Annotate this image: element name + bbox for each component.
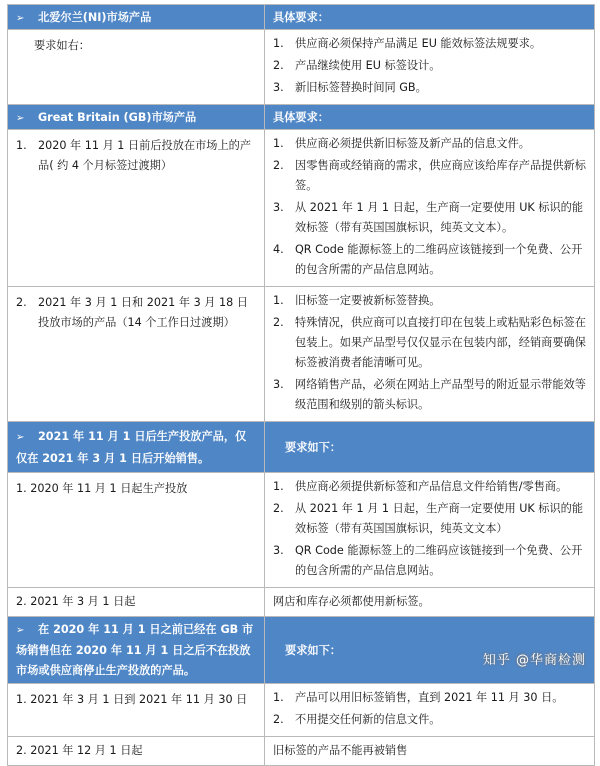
- section-subtitle: 具体要求：: [273, 111, 329, 124]
- list-item: 1. 供应商必须提供新旧标签及新产品的信息文件。: [273, 134, 586, 154]
- list-item: 2. 因零售商或经销商的需求，供应商应该给库存产品提供新标签。: [273, 156, 586, 196]
- requirement-text: 旧标签的产品不能再被销售: [265, 737, 594, 765]
- section-title: 在 2020 年 11 月 1 日之前已经在 GB 市场销售但在 2020 年 11 月 1 日之后不在投放市场或供应商停止生产投放的产品。: [16, 623, 253, 677]
- list-item: 2. 特殊情况，供应商可以直接打印在包装上或粘贴彩色标签在包装上。如果产品型号仅仅显示在包装内部，经销商要确保标签被消费者能清晰可见。: [273, 313, 586, 373]
- list-item: 1. 供应商必须保持产品满足 EU 能效标签法规要求。: [273, 34, 586, 54]
- section-header-new-products: [8, 422, 595, 473]
- list-item: 2. 产品继续使用 EU 标签设计。: [273, 56, 586, 76]
- table-row: [8, 30, 595, 105]
- section-subtitle: 要求如下：: [273, 642, 341, 658]
- table-row: [8, 737, 595, 766]
- row-condition: 要求如右：: [8, 30, 264, 62]
- list-item: 2. 不用提交任何新的信息文件。: [273, 710, 586, 730]
- requirement-list: [265, 287, 594, 421]
- list-item: 3. 网络销售产品，必须在网站上产品型号的附近显示带能效等级范围和级别的箭头标识。: [273, 375, 586, 415]
- list-item: 1. 产品可以用旧标签销售，直到 2021 年 11 月 30 日。: [273, 688, 586, 708]
- row-condition: 1. 2020 年 11 月 1 日前后投放在市场上的产品( 约 4 个月标签过渡期）: [8, 130, 264, 182]
- requirement-text: 网店和库存必须都使用新标签。: [265, 588, 594, 616]
- table-row: [8, 684, 595, 737]
- requirement-list: [265, 30, 594, 104]
- arrow-marker-icon: ➢: [16, 427, 38, 448]
- section-title: 北爱尔兰(NI)市场产品: [38, 11, 151, 24]
- section-title: 2021 年 11 月 1 日后生产投放产品，仅仅在 2021 年 3 月 1 日后开始销售。: [16, 430, 246, 465]
- section-header-gb: [8, 105, 595, 130]
- row-condition: 1. 2020 年 11 月 1 日起生产投放: [8, 473, 264, 505]
- row-condition: 2. 2021 年 3 月 1 日和 2021 年 3 月 18 日投放市场的产品（14 个工作日过渡期）: [8, 287, 264, 339]
- list-item: 1. 供应商必须提供新标签和产品信息文件给销售/零售商。: [273, 477, 586, 497]
- row-condition: 2. 2021 年 3 月 1 日起: [8, 588, 264, 616]
- arrow-marker-icon: ➢: [16, 13, 38, 24]
- requirement-list: [265, 473, 594, 587]
- row-condition: 1. 2021 年 3 月 1 日到 2021 年 11 月 30 日: [8, 684, 264, 716]
- requirement-list: [265, 684, 594, 736]
- arrow-marker-icon: ➢: [16, 621, 38, 641]
- table-row: [8, 588, 595, 617]
- table-row: [8, 130, 595, 287]
- section-header-ni: [8, 5, 595, 30]
- section-title: Great Britain (GB)市场产品: [38, 111, 196, 124]
- list-item: 3. QR Code 能源标签上的二维码应该链接到一个免费、公开的包含所需的产品信息网站。: [273, 541, 586, 581]
- table-row: [8, 287, 595, 422]
- section-subtitle: 要求如下：: [273, 439, 341, 455]
- table-row: [8, 473, 595, 588]
- list-item: 4. QR Code 能源标签上的二维码应该链接到一个免费、公开的包含所需的产品信息网站。: [273, 240, 586, 280]
- requirement-list: [265, 130, 594, 286]
- section-subtitle: 具体要求：: [273, 11, 329, 24]
- list-item: 3. 从 2021 年 1 月 1 日起，生产商一定要使用 UK 标识的能效标签（带有英国国旗标识，纯英文文本）。: [273, 198, 586, 238]
- list-item: 2. 从 2021 年 1 月 1 日起，生产商一定要使用 UK 标识的能效标签（带有英国国旗标识，纯英文文本）: [273, 499, 586, 539]
- arrow-marker-icon: ➢: [16, 113, 38, 124]
- row-condition: 2. 2021 年 12 月 1 日起: [8, 737, 264, 765]
- watermark: 知乎 @华商检测: [483, 649, 586, 668]
- list-item: 3. 新旧标签替换时间同 GB。: [273, 78, 586, 98]
- list-item: 1. 旧标签一定要被新标签替换。: [273, 291, 586, 311]
